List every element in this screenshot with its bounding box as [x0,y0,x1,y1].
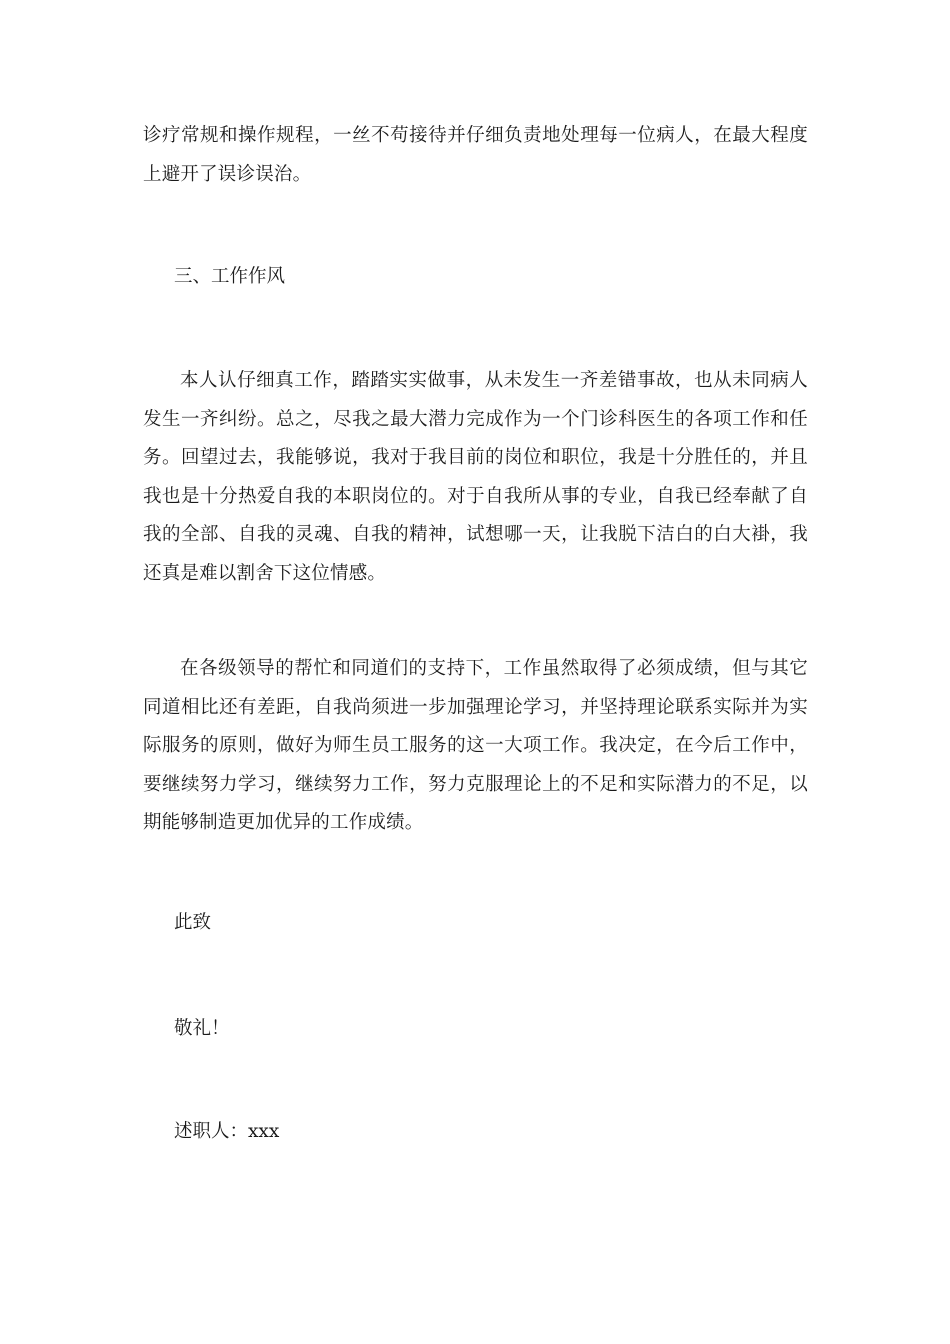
paragraph-work-style: 本人认仔细真工作，踏踏实实做事，从未发生一齐差错事故，也从未同病人发生一齐纠纷。总之，尽我之最大潜力完成作为一个门诊科医生的各项工作和任务。回望过去，我能够说，我对于我目前的岗位和职位，我是十分胜任的，并且我也是十分热爱自我的本职岗位的。对于自我所从事的专业，自我已经奉献了自我的全部、自我的灵魂、自我的精神，试想哪一天，让我脱下洁白的白大褂，我还真是难以割舍下这位情感。 [143,370,808,584]
paragraph-outlook: 在各级领导的帮忙和同道们的支持下，工作虽然取得了必须成绩，但与其它同道相比还有差距，自我尚须进一步加强理论学习，并坚持理论联系实际并为实际服务的原则，做好为师生员工服务的这一大项工作。我决定，在今后工作中，要继续努力学习，继续努力工作，努力克服理论上的不足和实际潜力的不足，以期能够制造更加优异的工作成绩。 [143,658,808,834]
section-heading-work-style: 三、工作作风 [174,266,286,287]
paragraph-diagnosis-continued: 诊疗常规和操作规程，一丝不苟接待并仔细负责地处理每一位病人，在最大程度上避开了误诊误治。 [143,125,808,185]
closing-phrase: 此致 [174,912,212,933]
salutation: 敬礼！ [174,1018,230,1039]
signature-line: 述职人：xxx [174,1121,280,1142]
